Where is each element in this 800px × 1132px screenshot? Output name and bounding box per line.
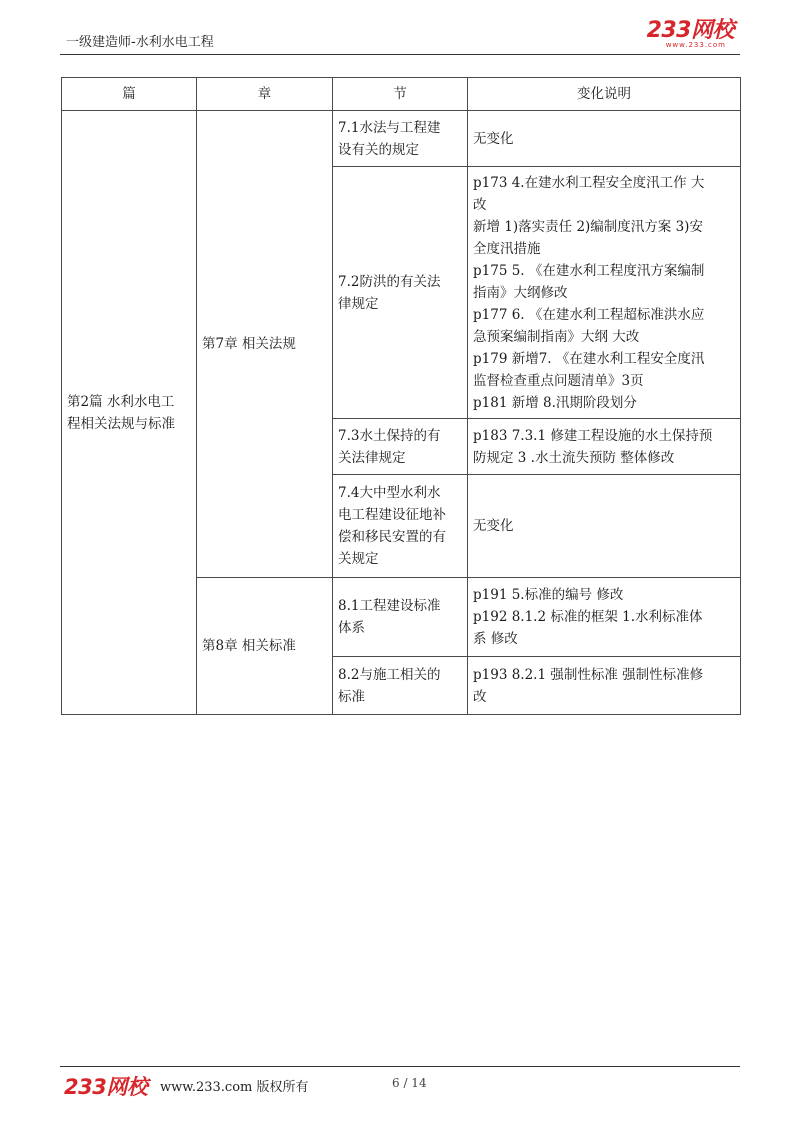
footer-copyright: www.233.com 版权所有	[160, 1080, 309, 1095]
change-line: 无变化	[473, 130, 514, 147]
section-line: 7.2防洪的有关法	[338, 273, 441, 290]
section-line: 7.1水法与工程建	[338, 119, 441, 136]
section-line: 律规定	[338, 295, 379, 312]
change-line: 监督检查重点问题清单》3页	[473, 372, 644, 389]
change-cell-7-4	[468, 475, 741, 578]
section-line: 8.2与施工相关的	[338, 666, 441, 683]
page-number: 6 / 14	[392, 1076, 427, 1090]
section-line: 关规定	[338, 551, 379, 567]
chapter-label: 第7章 相关法规	[202, 336, 296, 352]
section-line: 7.4大中型水利水	[338, 485, 441, 501]
change-line: p193 8.2.1 强制性标准 强制性标准修	[473, 666, 704, 683]
section-line: 8.1工程建设标准	[338, 598, 441, 614]
column-header-part: 篇	[62, 78, 197, 111]
section-line: 关法律规定	[338, 449, 406, 466]
section-cell-8-2	[333, 657, 468, 715]
change-cell-7-1	[468, 111, 741, 167]
part-cell	[62, 111, 197, 715]
change-cell-8-2	[468, 657, 741, 715]
change-cell-8-1	[468, 578, 741, 657]
table-row	[62, 111, 741, 167]
footer-logo: 233网校	[64, 1075, 148, 1099]
changes-table	[61, 77, 741, 715]
logo-text: 233网校	[646, 18, 734, 43]
change-line: 无变化	[473, 518, 514, 534]
change-line: 指南》大纲修改	[473, 284, 568, 301]
section-line: 设有关的规定	[338, 141, 419, 158]
column-header-section: 节	[333, 78, 468, 111]
change-line: p183 7.3.1 修建工程设施的水土保持预	[473, 427, 713, 444]
change-line: p179 新增7. 《在建水利工程安全度汛	[473, 350, 705, 367]
section-line: 电工程建设征地补	[338, 507, 446, 523]
document-header-title: 一级建造师-水利水电工程	[66, 35, 214, 50]
column-header-chapter: 章	[197, 78, 333, 111]
change-line: 全度汛措施	[473, 240, 541, 257]
section-line: 体系	[338, 620, 365, 636]
section-cell-7-3	[333, 419, 468, 475]
change-line: p191 5.标准的编号 修改	[473, 587, 624, 603]
change-line: p177 6. 《在建水利工程超标准洪水应	[473, 306, 705, 323]
change-line: 急预案编制指南》大纲 大改	[473, 328, 640, 345]
section-cell-7-1	[333, 111, 468, 167]
table-header-row	[62, 78, 741, 111]
change-line: p175 5. 《在建水利工程度汛方案编制	[473, 262, 705, 279]
change-line: p192 8.1.2 标准的框架 1.水利标准体	[473, 609, 703, 625]
brand-logo	[647, 20, 734, 49]
header-divider	[60, 54, 740, 55]
footer-divider	[60, 1066, 740, 1067]
change-line: 系 修改	[473, 631, 518, 647]
section-cell-8-1	[333, 578, 468, 657]
section-cell-7-2	[333, 167, 468, 419]
chapter-cell-7	[197, 111, 333, 578]
section-cell-7-4	[333, 475, 468, 578]
section-line: 标准	[338, 688, 365, 705]
change-line: p173 4.在建水利工程安全度汛工作 大	[473, 174, 705, 191]
change-line: 新增 1)落实责任 2)编制度汛方案 3)安	[473, 218, 703, 235]
change-line: 改	[473, 196, 487, 213]
change-cell-7-2	[468, 167, 741, 419]
column-header-change-description: 变化说明	[468, 78, 741, 111]
section-line: 7.3水土保持的有	[338, 427, 441, 444]
change-line: 改	[473, 688, 487, 705]
change-line: p181 新增 8.汛期阶段划分	[473, 394, 637, 411]
chapter-label: 第8章 相关标准	[202, 638, 296, 654]
logo-url: www.233.com	[665, 41, 726, 49]
change-line: 防规定 3 .水土流失预防 整体修改	[473, 449, 675, 466]
chapter-cell-8	[197, 578, 333, 715]
part-line: 第2篇 水利水电工	[67, 393, 175, 410]
change-cell-7-3	[468, 419, 741, 475]
part-line: 程相关法规与标准	[67, 415, 175, 432]
section-line: 偿和移民安置的有	[338, 529, 446, 545]
